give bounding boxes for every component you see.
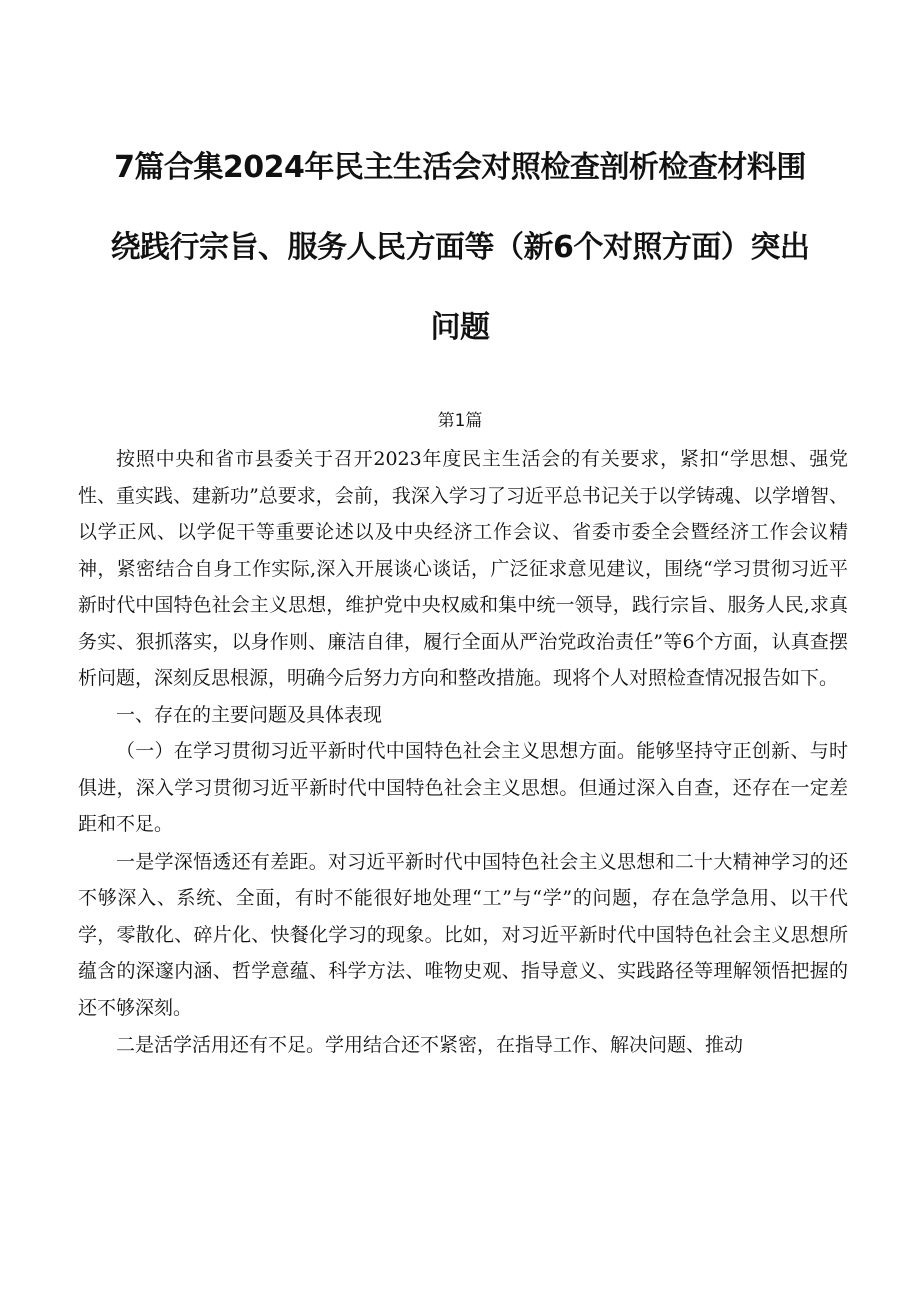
section-label: 第1篇 — [437, 411, 483, 431]
paragraph-subsection-1: （一）在学习贯彻习近平新时代中国特色社会主义思想方面。能够坚持守正创新、与时俱进，深入学习贯彻习近平新时代中国特色社会主义思想。但通过深入自查，还存在一定差距和不足。 — [78, 740, 848, 835]
document-title — [60, 128, 860, 368]
document-body — [78, 441, 848, 1064]
title-line-3: 问题 — [430, 310, 490, 345]
title-line-2: 绕践行宗旨、服务人民方面等（新6个对照方面）突出 — [110, 230, 810, 265]
paragraph-point-1: 一是学深悟透还有差距。对习近平新时代中国特色社会主义思想和二十大精神学习的还不够深入、系统、全面，有时不能很好地处理“工”与“学”的问题，存在急学急用、以干代学，零散化、碎片化、快餐化学习的现象。比如，对习近平新时代中国特色社会主义思想所蕴含的深邃内涵、哲学意蕴、科学方法、唯物史观、指导意义、实践路径等理解领悟把握的还不够深刻。 — [78, 850, 848, 1019]
heading-main-problems: 一、存在的主要问题及具体表现 — [116, 703, 383, 726]
title-line-1: 7篇合集2024年民主生活会对照检查剖析检查材料围 — [114, 150, 806, 185]
paragraph-intro: 按照中央和省市县委关于召开2023年度民主生活会的有关要求，紧扣“学思想、强党性、重实践、建新功”总要求，会前，我深入学习了习近平总书记关于以学铸魂、以学增智、以学正风、以学促干等重要论述以及中央经济工作会议、省委市委全会暨经济工作会议精神，紧密结合自身工作实际,深入开展谈心谈话，广泛征求意见建议，围绕“学习贯彻习近平新时代中国特色社会主义思想，维护党中央权威和集中统一领导，践行宗旨、服务人民,求真务实、狠抓落实，以身作则、廉洁自律，履行全面从严治党政治责任”等6个方面，认真查摆析问题，深刻反思根源，明确今后努力方向和整改措施。现将个人对照检查情况报告如下。 — [78, 448, 848, 689]
paragraph-point-2: 二是活学活用还有不足。学用结合还不紧密，在指导工作、解决问题、推动 — [116, 1034, 744, 1056]
